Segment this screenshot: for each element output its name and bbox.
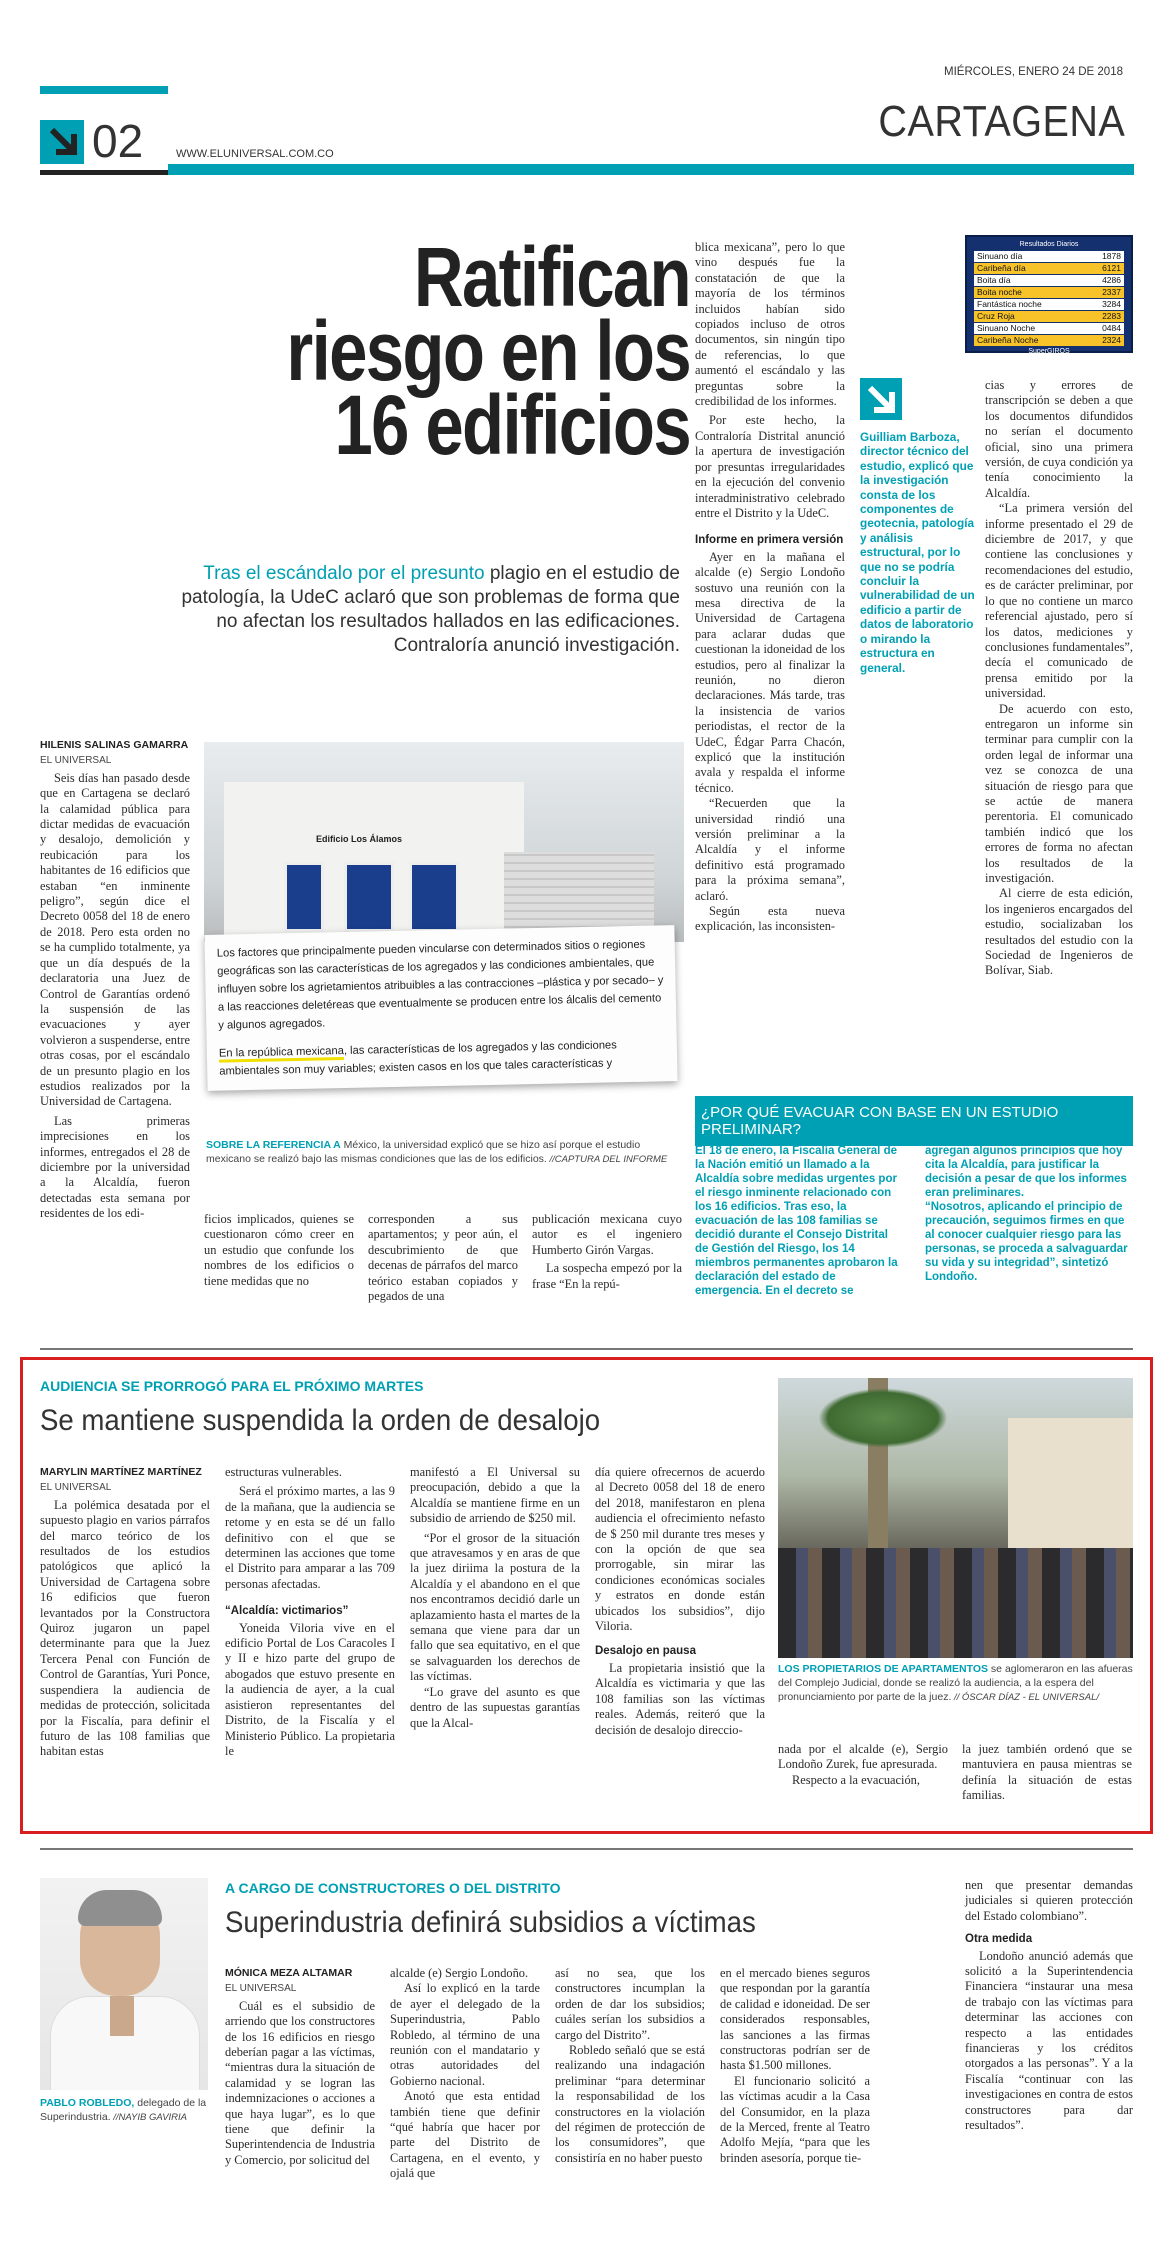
third-paragraph: Anotó que esta entidad también tiene que definir “qué habría que hacer por parte del Distrito de Cartagena, en el evento, y ojalá que bbox=[390, 2089, 540, 2181]
third-col-4 bbox=[720, 1966, 870, 2166]
second-paragraph: “Por el grosor de la situación que atravesamos y en aras de que la juez diriima la postura de la Alcaldía y el abandono en el que nos encontramos decidió darle un aplazamiento hasta el martes de la semana que viene para dar un fallo que sea equitativo, en el que se salvaguarden los derechos de las víctimas. bbox=[410, 1530, 580, 1684]
lottery-row bbox=[974, 287, 1124, 298]
main-paragraph: Al cierre de esta edición, los ingenieros encargados del estudio, socializaban los resultados del estudio con la Sociedad de Ingenieros de Bolívar, Siab. bbox=[985, 886, 1133, 978]
second-paragraph: día quiere ofrecernos de acuerdo al Decreto 0058 del 18 de enero del 2018, manifestaron en plena audiencia el ofrecimiento nefasto de $ 250 mil durante tres meses y con la opción de que sea prorrogable, sin mirar las condiciones económicas sociales y estratos en donde están ubicados los subsidios”, dijo Viloria. bbox=[595, 1465, 765, 1634]
caption-text: delegado de la Superindustria. bbox=[40, 2097, 207, 2123]
lottery-row bbox=[974, 275, 1124, 286]
main-paragraph: Por este hecho, la Contraloría Distrital anunció la apertura de investigación por presuntas irregularidades en la ejecución del convenio interadministrativo celebrado entre el Distrito y la UdeC. bbox=[695, 413, 845, 520]
third-paragraph: El funcionario solicitó a las víctimas acudir a la Casa del Consumidor, en la plaza de la Merced, frente al Teatro Adolfo Mejía, “para que les brinden asesoría, porque tie- bbox=[720, 2073, 870, 2165]
lottery-brand: SuperGIROS bbox=[1028, 348, 1070, 355]
main-author: HILENIS SALINAS GAMARRA bbox=[40, 739, 189, 751]
lottery-value: 6121 bbox=[1102, 263, 1121, 273]
second-col-5 bbox=[778, 1742, 948, 1788]
lottery-title: Resultados Diarios bbox=[1019, 241, 1079, 248]
quote-box: Guilliam Barboza, director técnico del estudio, explicó que la investigación consta de los componentes de geotecnia, patología y análisis estructural, por lo que no se podría concluir la vulnerabilidad de un edificio a partir de datos de laboratorio o mirando la estructura en general. bbox=[860, 430, 975, 675]
main-paragraph: “La primera versión del informe presentado el 29 de diciembre de 2017, y que contiene las conclusiones y recomendaciones del estudio, es de carácter preliminar, por lo que no contiene un marco referencial ajustado, pero sí los datos, mediciones y conclusiones fundamentales”, decía el comunicado de prensa emitido por la universidad. bbox=[985, 501, 1133, 701]
lottery-results-box bbox=[965, 235, 1133, 353]
lottery-name: Cruz Roja bbox=[977, 311, 1015, 321]
main-paragraph: cias y errores de transcripción se deben a que los documentos difundidos no serían el documento oficial, sino una primera versión, de cuya condición ya tenía conocimiento la Alcaldía. bbox=[985, 378, 1133, 500]
crowd bbox=[778, 1548, 1133, 1658]
building-window bbox=[409, 862, 459, 932]
second-paragraph: Respecto a la evacuación, bbox=[792, 1772, 920, 1787]
portrait-hair bbox=[78, 1890, 162, 1926]
crowd-photo bbox=[778, 1378, 1133, 1658]
main-col-4 bbox=[532, 1212, 682, 1292]
excerpt-caption bbox=[206, 1138, 686, 1167]
sidebar-col-1: El 18 de enero, la Fiscalía General de la Nación emitió un llamado a la Alcaldía sobre medidas urgentes por el riesgo inminente relacionado con los 16 edificios. Tras eso, la evacuación de las 108 familias se decidió durante el Consejo Distrital de Gestión del Riesgo, los 14 miembros permanentes aprobaron la declaración del estado de emergencia. En el decreto se bbox=[695, 1145, 898, 1297]
third-author: MÓNICA MEZA ALTAMAR bbox=[225, 1967, 353, 1979]
section-divider bbox=[40, 1348, 1133, 1350]
third-paragraph: alcalde (e) Sergio Londoño. bbox=[390, 1966, 529, 1980]
main-paragraph: Ayer en la mañana el alcalde (e) Sergio Londoño sostuvo una reunión con la mesa directiva de la Universidad de Cartagena para aclarar dudas que cuestionan la idoneidad de los estudios, pero al finalizar la reunión, no dieron declaraciones. Más tarde, tras la insistencia de varios periodistas, el rector de la UdeC, Édgar Parra Chacón, explicó que la institución avala y respalda el informe técnico. bbox=[695, 549, 845, 795]
lottery-name: Caribeña día bbox=[977, 263, 1026, 273]
caption-credit: //CAPTURA DEL INFORME bbox=[546, 1154, 668, 1165]
building-facade bbox=[1008, 1418, 1133, 1568]
third-kicker: A CARGO DE CONSTRUCTORES O DEL DISTRITO bbox=[225, 1880, 561, 1896]
section-title: CARTAGENA bbox=[878, 97, 1125, 146]
building-photo bbox=[204, 742, 684, 942]
second-paragraph: manifestó a El Universal su preocupación, debido a que la Alcaldía se mantiene firme en un subsidio de arriendo de $250 mil. bbox=[410, 1465, 580, 1526]
main-col-1 bbox=[40, 738, 190, 1222]
third-col-2 bbox=[390, 1966, 540, 2182]
subhead-rest: plagio en el estudio de patología, la UdeC aclaró que son problemas de forma que no afectan los resultados hallados en las edificaciones. Contraloría anunció investigación. bbox=[181, 563, 680, 656]
second-paragraph: Yoneida Viloria vive en el edificio Portal de Los Caracoles I y II e hizo parte del grupo de abogados que estuvo presente en la audiencia de ayer, a la cual asistieron representantes del Distrito, de la Fiscalía y el Ministerio Público. La propietaria le bbox=[225, 1620, 395, 1758]
lottery-rows bbox=[974, 251, 1124, 346]
excerpt-rest: , las características de los agregados y las condiciones ambientales son muy variables; existen casos en los que tales características y bbox=[219, 1039, 617, 1078]
building-sign: Edificio Los Álamos bbox=[316, 834, 403, 844]
lottery-row bbox=[974, 323, 1124, 334]
second-paragraph: La propietaria insistió que la Alcaldía es victimaria y que las 108 familias son las víctimas reales. Además, reiteró que la decisión de desalojo direccio- bbox=[595, 1660, 765, 1737]
second-paragraph: La polémica desatada por el supuesto plagio en varios párrafos del marco teórico de los resultados de los estudios patológicos que aplicó la Universidad de Cartagena sobre 16 edificios que fueron levantados por la Constructora Quiroz jugaron un papel determinante para que la Juez Tercera Penal con Función de Control de Garantías, Yuri Ponce, suspendiera la audiencia de medidas de protección, solicitada por la Fiscalía, para definir el futuro de las 108 familias que habitan estas bbox=[40, 1497, 210, 1759]
quote-arrow-icon bbox=[860, 378, 902, 420]
lottery-value: 1878 bbox=[1102, 251, 1121, 261]
main-paragraph: Según esta nueva explicación, las inconsisten- bbox=[695, 904, 845, 934]
main-outlet: EL UNIVERSAL bbox=[40, 755, 112, 767]
sidebar-col-2 bbox=[925, 1144, 1133, 1284]
main-paragraph: “Recuerden que la universidad rindió una versión preliminar a la Alcaldía y el informe definitivo está programado para la próxima semana”, aclaró. bbox=[695, 796, 845, 903]
headline-line-1: Ratifican bbox=[413, 230, 690, 324]
section-divider bbox=[40, 1848, 1133, 1850]
main-col-2 bbox=[204, 1212, 354, 1289]
sidebar-box bbox=[695, 1096, 1133, 1297]
lottery-row bbox=[974, 251, 1124, 262]
headline-line-2: riesgo en los bbox=[286, 304, 690, 398]
sidebar-text: agregan algunos principios que hoy cita la Alcaldía, para justificar la decisión a pesar de que los informes eran preliminares. bbox=[925, 1145, 1127, 1199]
third-paragraph: Robledo señaló que se está realizando una indagación preliminar “para determinar la responsabilidad de los constructores en la violación del régimen de protección de los consumidores”, que consistiría en no haber puesto bbox=[555, 2043, 705, 2165]
second-paragraph: nada por el alcalde (e), Sergio Londoño Zurek, fue apresurada. bbox=[778, 1742, 948, 1772]
third-col-5 bbox=[965, 1878, 1133, 2134]
lottery-row bbox=[974, 335, 1124, 346]
lottery-value: 2324 bbox=[1102, 335, 1121, 345]
headline-line-3: 16 edificios bbox=[334, 378, 690, 472]
third-outlet: EL UNIVERSAL bbox=[225, 1983, 297, 1995]
main-paragraph: Las primeras imprecisiones en los informes, entregados el 28 de diciembre por la universidad a la Alcaldía, fueron detectadas esta semana por residentes de los edi- bbox=[40, 1113, 190, 1221]
lottery-name: Sinuano día bbox=[977, 251, 1023, 261]
lottery-name: Caribeña Noche bbox=[977, 335, 1039, 345]
caption-lead: SOBRE LA REFERENCIA A bbox=[206, 1139, 341, 1151]
third-headline: Superindustria definirá subsidios a víctimas bbox=[225, 1906, 756, 1939]
lottery-name: Fantástica noche bbox=[977, 299, 1042, 309]
lottery-value: 2283 bbox=[1102, 311, 1121, 321]
second-subheading: Desalojo en pausa bbox=[595, 1645, 696, 1658]
third-paragraph: Así lo explicó en la tarde de ayer el delegado de la Superindustria, Pablo Robledo, al término de una reunión con el mandatario y otras autoridades del Gobierno nacional. bbox=[390, 1981, 540, 2088]
second-subheading: “Alcaldía: victimarios” bbox=[225, 1605, 349, 1618]
second-col-6 bbox=[962, 1742, 1132, 1804]
second-col-3 bbox=[410, 1465, 580, 1731]
second-paragraph: “Lo grave del asunto es que dentro de las supuestas garantías que la Alcal- bbox=[410, 1684, 580, 1730]
main-paragraph: Seis días han pasado desde que en Cartagena se declaró la calamidad pública para dictar medidas de evacuación y desalojo, demolición y reubicación para los habitantes de 16 edificios que estaban “en inminente peligro”, según dice el Decreto 0058 del 18 de enero de 2018. Pero esta orden no se ha cumplido totalmente, ya que un día después de la declaratoria una Juez de Control de Garantías ordenó la suspensión de las evacuaciones y ayer volvieron a suspenderse, entre otras cosas, por el escándalo de un presunto plagio en los estudios realizados por la Universidad de Cartagena. bbox=[40, 770, 191, 1109]
main-subheading: Informe en primera versión bbox=[695, 534, 844, 547]
excerpt-text-1: Los factores que principalmente pueden vincularse con determinados sitios o regiones geográficas son las características de los agregados y las condiciones ambientales, que influyen sobre los agrietamientos atribuibles a las contracciones –plástica y por secado– y a las reacciones deletéreas que eventualmente se producen entre los álcalis del cemento y algunos agregados. bbox=[216, 938, 664, 1032]
main-paragraph: publicación mexicana cuyo autor es el ingeniero Humberto Girón Vargas. bbox=[532, 1212, 682, 1257]
main-paragraph: corresponden a sus apartamentos; y peor aún, el descubrimiento de que decenas de párrafos del marco teórico estaban copiados y pegados de una bbox=[368, 1212, 518, 1304]
portrait-collar bbox=[110, 1996, 134, 2036]
main-paragraph: La sospecha empezó por la frase “En la repú- bbox=[532, 1261, 682, 1291]
second-col-4 bbox=[595, 1465, 765, 1738]
second-headline: Se mantiene suspendida la orden de desalojo bbox=[40, 1404, 601, 1437]
second-col-2 bbox=[225, 1465, 395, 1759]
caption-lead: LOS PROPIETARIOS DE APARTAMENTOS bbox=[778, 1663, 989, 1675]
page-number: 02 bbox=[92, 115, 144, 167]
header-teal-bar bbox=[40, 86, 168, 94]
main-col-5 bbox=[695, 240, 845, 935]
main-paragraph: ficios implicados, quienes se cuestionaron cómo creer en un estudio que confunde los nombres de los edificios o tiene medidas que no bbox=[204, 1212, 354, 1288]
lottery-name: Sinuano Noche bbox=[977, 323, 1036, 333]
third-subheading: Otra medida bbox=[965, 1933, 1033, 1946]
third-paragraph: así no sea, que los constructores incumplan la orden de dar los subsidios; cuáles serían los subsidios a cargo del Distrito”. bbox=[555, 1966, 705, 2042]
website-url: WWW.ELUNIVERSAL.COM.CO bbox=[176, 148, 334, 160]
third-col-1 bbox=[225, 1966, 375, 2168]
lottery-value: 4286 bbox=[1102, 275, 1121, 285]
caption-lead: PABLO ROBLEDO, bbox=[40, 2097, 135, 2109]
third-paragraph: en el mercado bienes seguros que respondan por la garantía de calidad e idoneidad. De ser considerados responsables, las sanciones a las firmas constructoras podrían ser de hasta $1.500 millones. bbox=[720, 1966, 870, 2073]
main-paragraph: De acuerdo con esto, entregaron un informe sin terminar para cumplir con la orden legal de informar una vez se conozca de una situación de riesgo para que se actúe de manera perentoria. El comunicado también indicó que los errores de forma no afectan los resultados de la investigación. bbox=[985, 701, 1133, 885]
second-outlet: EL UNIVERSAL bbox=[40, 1482, 112, 1494]
lottery-name: Boita día bbox=[977, 275, 1011, 285]
lottery-value: 0484 bbox=[1102, 323, 1121, 333]
issue-date: MIÉRCOLES, ENERO 24 DE 2018 bbox=[944, 66, 1123, 78]
second-kicker: AUDIENCIA SE PRORROGÓ PARA EL PRÓXIMO MARTES bbox=[40, 1378, 424, 1394]
second-paragraph: Será el próximo martes, a las 9 de la mañana, que la audiencia se retome y en esta se dé un fallo definitivo con el que se determinen las acciones que tome el Distrito para amparar a las 709 personas afectadas. bbox=[225, 1484, 395, 1591]
third-paragraph: Cuál es el subsidio de arriendo que los constructores de los 16 edificios en riesgo deberían pagar a las víctimas, “mientras dura la situación de calamidad y se logran las indemnizaciones o acciones a que haya lugar”, es lo que tiene que definir la Superintendencia de Industria y Comercio, por solicitud del bbox=[225, 1998, 375, 2167]
lottery-value: 3284 bbox=[1102, 299, 1121, 309]
lottery-value: 2337 bbox=[1102, 287, 1121, 297]
second-col-1 bbox=[40, 1465, 210, 1760]
main-col-7 bbox=[985, 378, 1133, 979]
caption-text: se aglomeraron en las afueras del Complejo Judicial, donde se realizó la audiencia, a la espera del pronunciamiento por parte de la juez. bbox=[778, 1663, 1133, 1703]
main-col-3 bbox=[368, 1212, 518, 1304]
lottery-row bbox=[974, 299, 1124, 310]
third-paragraph: Londoño anunció además que solicitó a la Superintendencia Financiera “instaurar una mesa de trabajo con las víctimas para determinar las acciones con respecto a las entidades financieras y los créditos otorgados a las personas”. Y a la Fiscalía “continuar con las investigaciones en contra de estos constructores para dar resultados”. bbox=[965, 1948, 1133, 2133]
main-paragraph: blica mexicana”, pero lo que vino después fue la constatación de que la mayoría de los términos incluidos habían sido copiados incluso de otros documentos, sin ningún tipo de referencias, lo que aumentó el escándalo y las preguntas sobre la credibilidad de los informes. bbox=[695, 240, 845, 409]
report-excerpt bbox=[204, 925, 677, 1091]
excerpt-highlight: En la república mexicana bbox=[219, 1045, 344, 1063]
sidebar-text: “Nosotros, aplicando el principio de precaución, seguimos firmes en que al conocer cualquier riesgo para las personas, se proceda a salvaguardar su vida y su integridad”, sintetizó Londoño. bbox=[925, 1201, 1128, 1283]
lottery-row bbox=[974, 263, 1124, 274]
robledo-caption bbox=[40, 2096, 210, 2125]
sidebar-title: ¿POR QUÉ EVACUAR CON BASE EN UN ESTUDIO PRELIMINAR? bbox=[695, 1096, 1133, 1146]
main-subhead bbox=[168, 562, 680, 658]
third-col-3 bbox=[555, 1966, 705, 2166]
crowd-caption bbox=[778, 1662, 1133, 1705]
header-rule-dark bbox=[40, 170, 168, 175]
caption-text: México, la universidad explicó que se hizo así porque el estudio mexicano se realizó bajo las mismas condiciones que las de los edificios. bbox=[206, 1139, 641, 1165]
lottery-name: Boita noche bbox=[977, 287, 1022, 297]
building-window bbox=[344, 862, 394, 932]
arrow-icon bbox=[40, 120, 84, 164]
main-headline bbox=[182, 230, 690, 472]
second-paragraph: la juez también ordenó que se mantuviera en pausa mientras se definía la situación de estas familias. bbox=[962, 1742, 1132, 1803]
second-author: MARYLIN MARTÍNEZ MARTÍNEZ bbox=[40, 1466, 202, 1478]
second-paragraph: estructuras vulnerables. bbox=[225, 1465, 342, 1479]
building-window bbox=[284, 862, 324, 932]
caption-credit: //NAYIB GAVIRIA bbox=[110, 2112, 188, 2123]
excerpt-text-2 bbox=[219, 1035, 666, 1080]
caption-credit: // ÓSCAR DÍAZ - EL UNIVERSAL/ bbox=[951, 1692, 1099, 1703]
palm-leaves bbox=[818, 1388, 948, 1448]
robledo-photo bbox=[40, 1878, 208, 2090]
lottery-row bbox=[974, 311, 1124, 322]
subhead-lead: Tras el escándalo por el presunto bbox=[203, 563, 485, 584]
header-rule-teal bbox=[168, 164, 1134, 175]
third-paragraph: nen que presentar demandas judiciales si quieren protección del Estado colombiano”. bbox=[965, 1878, 1133, 1923]
